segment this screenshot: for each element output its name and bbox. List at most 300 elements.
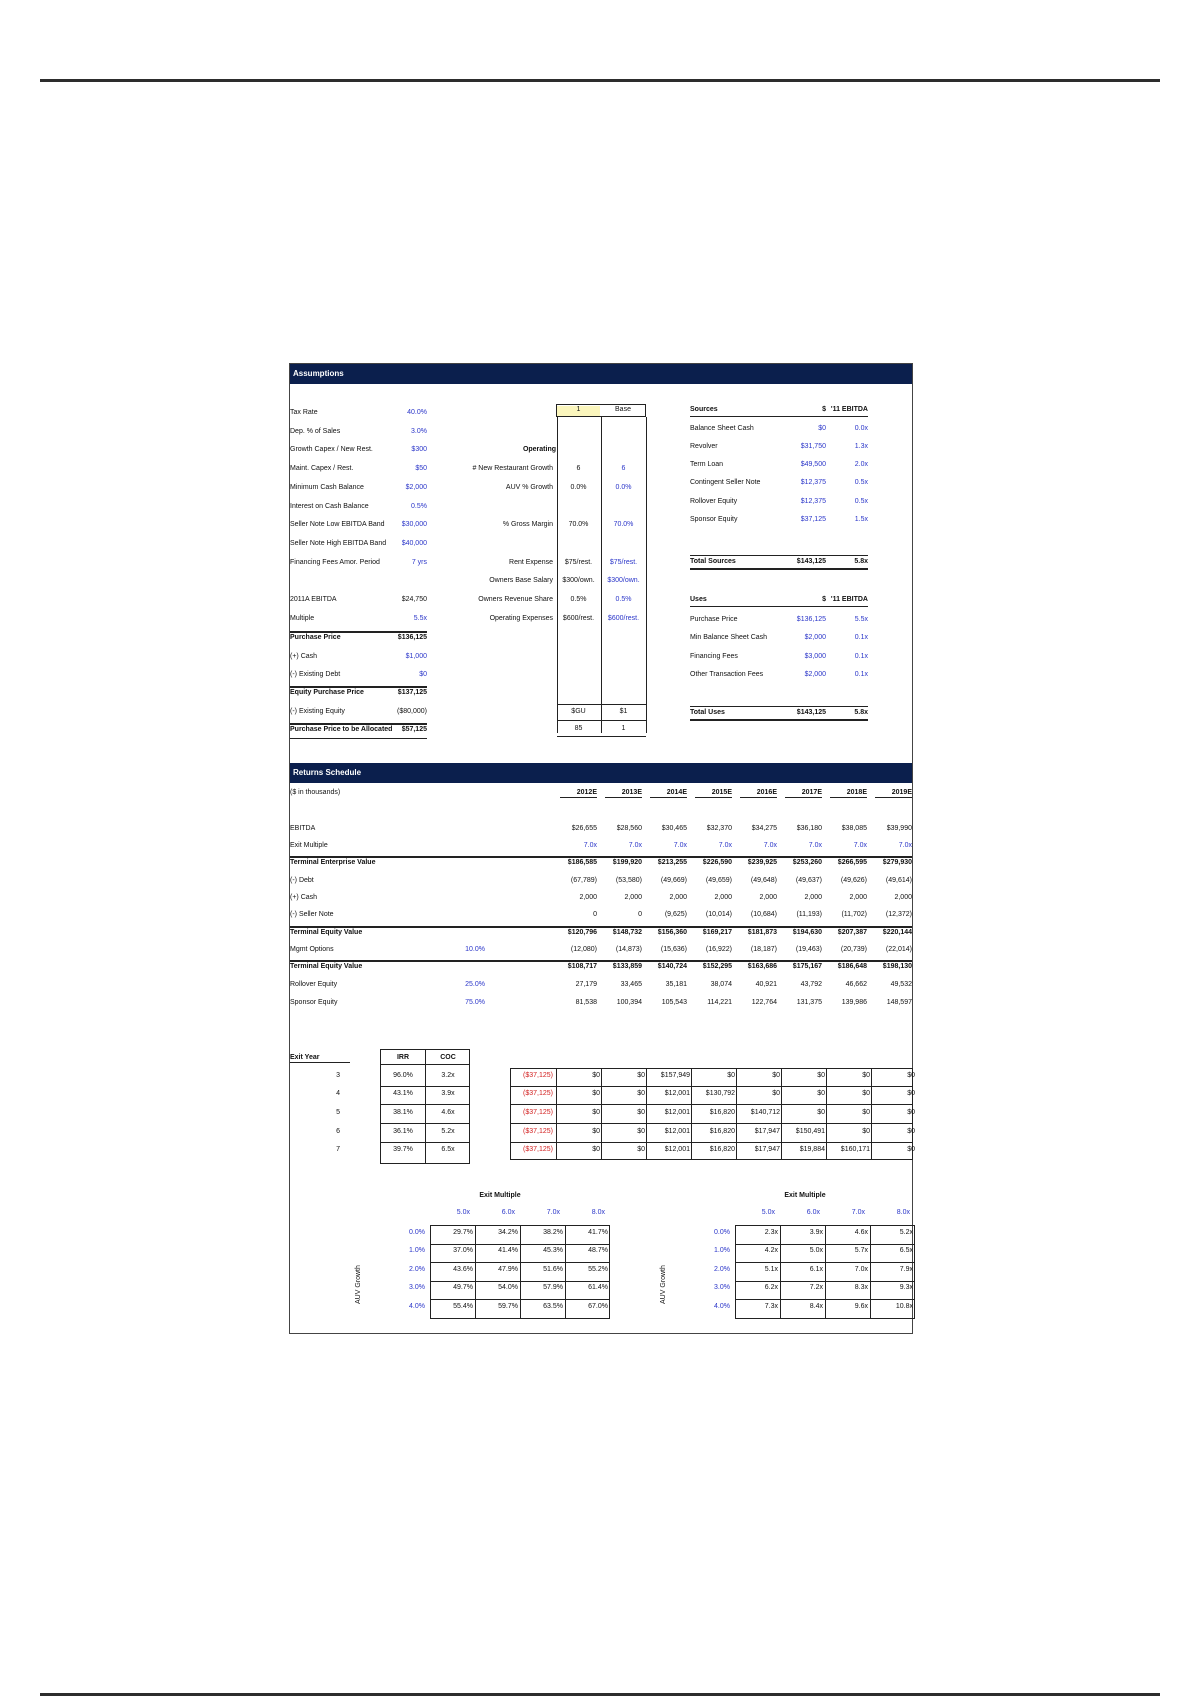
sources-total-multiple: 5.8x [854,558,868,565]
returns-value: (49,648) [750,877,777,884]
divider [646,417,647,733]
divider [430,1299,610,1300]
returns-value: $38,085 [841,825,867,832]
year-header: 2019E [875,789,912,798]
divider [380,1104,470,1105]
returns-value: $266,595 [837,859,867,866]
divider [690,568,868,570]
returns-pct: 25.0% [465,981,485,988]
returns-value: $175,167 [792,963,822,970]
assumption-label: Multiple [290,615,315,622]
returns-value: $239,925 [747,859,777,866]
returns-value: (9,625) [664,911,687,918]
irr-sensitivity-value: 41.7% [588,1229,608,1236]
coc-sensitivity-value: 7.0x [854,1266,868,1273]
returns-value: $181,873 [747,929,777,936]
uses-label: Other Transaction Fees [690,671,764,678]
irr-sensitivity-title: Exit Multiple [479,1192,521,1199]
returns-value: 2,000 [669,894,687,901]
sources-multiple: 1.3x [854,443,868,450]
divider [290,856,912,858]
returns-value: 2,000 [714,894,732,901]
operating-value: 70.0% [568,521,589,528]
cashflow-value: $0 [637,1146,645,1153]
sources-label: Rollover Equity [690,498,738,505]
cashflow-value: $12,001 [664,1146,690,1153]
returns-value: $32,370 [706,825,732,832]
returns-value: $226,590 [702,859,732,866]
divider [380,1086,470,1087]
divider [510,1123,913,1124]
operating-title: Operating [522,446,556,453]
returns-value: (11,702) [841,911,867,918]
returns-value: (15,636) [660,946,687,953]
returns-value: (49,626) [840,877,867,884]
returns-value: 105,543 [661,999,687,1006]
irr-header: IRR [396,1054,410,1061]
irr-sensitivity-row-header: 3.0% [409,1284,425,1291]
returns-value: 7.0x [583,842,597,849]
cashflow-value: $0 [637,1090,645,1097]
returns-value: 7.0x [763,842,777,849]
returns-row-label: Sponsor Equity [290,999,338,1006]
cashflow-value: $0 [772,1090,780,1097]
cashflow-value: $140,712 [750,1109,780,1116]
irr-value: 96.0% [393,1072,413,1079]
returns-value: 100,394 [616,999,642,1006]
sources-value: $49,500 [800,461,826,468]
returns-value: 114,221 [707,999,732,1006]
returns-value: (49,637) [795,877,822,884]
uses-label: Min Balance Sheet Cash [690,634,768,641]
coc-sensitivity-row-header: 1.0% [714,1247,730,1254]
returns-value: 2,000 [804,894,822,901]
cashflow-value: $157,949 [660,1072,690,1079]
returns-row-label: EBITDA [290,825,316,832]
cashflow-value: $12,001 [664,1090,690,1097]
coc-value: 3.9x [441,1090,455,1097]
sources-value: $31,750 [800,443,826,450]
cashflow-value: ($37,125) [523,1072,553,1079]
irr-value: 43.1% [393,1090,413,1097]
irr-sensitivity-row-header: 0.0% [409,1229,425,1236]
coc-sensitivity-value: 10.8x [895,1303,913,1310]
divider [430,1244,610,1245]
returns-value: (49,659) [705,877,732,884]
divider [430,1281,610,1282]
exit-year: 3 [336,1072,340,1079]
coc-sensitivity-value: 6.2x [764,1284,778,1291]
top-rule [40,79,1160,82]
cashflow-value: $0 [907,1072,915,1079]
coc-sensitivity-row-header: 0.0% [714,1229,730,1236]
divider [735,1262,915,1263]
assumption-label: Growth Capex / New Rest. [290,446,373,453]
returns-value: $30,465 [661,825,687,832]
returns-value: (12,372) [885,911,912,918]
returns-value: 122,764 [751,999,777,1006]
assumption-value: $40,000 [401,540,427,547]
sources-value: $37,125 [800,516,826,523]
assumption-value: $300 [411,446,427,453]
divider [735,1244,915,1245]
operating-value: 6 [576,465,581,472]
cashflow-value: $0 [592,1072,600,1079]
assumption-label: Minimum Cash Balance [290,484,364,491]
returns-value: $133,859 [612,963,642,970]
returns-value: (10,684) [750,911,777,918]
returns-value: (19,463) [795,946,822,953]
sources-col: $ [822,406,826,413]
coc-header: COC [440,1054,456,1061]
case-value: 1 [557,406,600,416]
sources-multiple: 2.0x [854,461,868,468]
assumption-label: Maint. Capex / Rest. [290,465,354,472]
uses-multiple: 5.5x [854,616,868,623]
operating-label: Rent Expense [509,559,553,566]
irr-sensitivity-col-header: 8.0x [591,1209,605,1216]
cashflow-value: ($37,125) [523,1146,553,1153]
uses-title: Uses [690,596,707,603]
divider [691,1068,692,1160]
irr-sensitivity-value: 54.0% [498,1284,518,1291]
returns-value: $186,585 [567,859,597,866]
coc-sensitivity-col-header: 6.0x [806,1209,820,1216]
cashflow-value: $130,792 [705,1090,735,1097]
returns-value: $253,260 [792,859,822,866]
divider [557,736,646,737]
operating-footer: $GU [571,708,586,715]
returns-value: $194,630 [792,929,822,936]
irr-sensitivity-value: 51.6% [543,1266,563,1273]
divider [781,1068,782,1160]
irr-sensitivity-row-header: 2.0% [409,1266,425,1273]
returns-value: 0 [593,911,597,918]
irr-sensitivity-value: 45.3% [543,1247,563,1254]
returns-row-label: (-) Debt [290,877,314,884]
divider [826,1068,827,1160]
returns-value: (14,873) [615,946,642,953]
cashflow-value: $0 [592,1109,600,1116]
sources-value: $12,375 [800,498,826,505]
returns-value: 49,532 [890,981,912,988]
assumption-value: $1,000 [405,653,427,660]
uses-total-multiple: 5.8x [854,709,868,716]
irr-sensitivity-value: 34.2% [498,1229,518,1236]
operating-value: 0.5% [615,596,632,603]
coc-sensitivity-value: 7.3x [764,1303,778,1310]
irr-sensitivity-side-label: AUV Growth [355,1265,362,1304]
returns-value: $220,144 [882,929,912,936]
operating-label: Owners Revenue Share [478,596,553,603]
exit-year: 6 [336,1128,340,1135]
returns-value: 2,000 [894,894,912,901]
returns-value: 7.0x [898,842,912,849]
divider [690,416,868,417]
irr-sensitivity-value: 43.6% [453,1266,473,1273]
sources-multiple: 0.0x [854,425,868,432]
coc-value: 5.2x [441,1128,455,1135]
operating-value: 70.0% [613,521,634,528]
irr-sensitivity-row-header: 4.0% [409,1303,425,1310]
assumption-label: Dep. % of Sales [290,428,341,435]
irr-sensitivity-value: 49.7% [453,1284,473,1291]
coc-sensitivity-value: 9.3x [899,1284,913,1291]
cashflow-value: $0 [817,1072,825,1079]
returns-value: 33,465 [620,981,642,988]
year-header: 2017E [785,789,822,798]
uses-multiple: 0.1x [854,634,868,641]
divider [601,1068,602,1160]
cashflow-value: $17,947 [754,1146,780,1153]
returns-value: $26,655 [571,825,597,832]
coc-sensitivity-value: 8.4x [809,1303,823,1310]
divider [380,1064,470,1065]
returns-value: 7.0x [853,842,867,849]
cashflow-value: $0 [862,1128,870,1135]
uses-total-label: Total Uses [690,709,725,716]
cashflow-value: $0 [862,1109,870,1116]
divider [735,1299,915,1300]
returns-value: 38,074 [710,981,732,988]
sources-title: Sources [690,406,718,413]
coc-sensitivity-value: 5.0x [809,1247,823,1254]
coc-sensitivity-value: 6.1x [809,1266,823,1273]
returns-value: 40,921 [755,981,777,988]
operating-value: $300/own. [562,577,595,584]
irr-sensitivity-value: 47.9% [498,1266,518,1273]
operating-label: AUV % Growth [505,484,553,491]
returns-value: $34,275 [751,825,777,832]
divider [425,1049,426,1164]
returns-value: $198,130 [882,963,912,970]
assumption-label: Seller Note Low EBITDA Band [290,521,385,528]
assumption-label: Interest on Cash Balance [290,503,369,510]
operating-value: 0.5% [570,596,587,603]
coc-value: 6.5x [441,1146,455,1153]
returns-value: 131,375 [796,999,822,1006]
returns-value: 148,597 [886,999,912,1006]
cashflow-value: $0 [592,1090,600,1097]
assumption-label: Tax Rate [290,409,318,416]
assumption-value: $2,000 [405,484,427,491]
divider [735,1281,915,1282]
returns-value: (22,014) [885,946,912,953]
returns-value: $39,990 [886,825,912,832]
coc-sensitivity-value: 4.6x [854,1229,868,1236]
returns-header: Returns Schedule [290,763,912,783]
divider [557,704,646,705]
cashflow-value: $0 [862,1090,870,1097]
sources-label: Term Loan [690,461,724,468]
assumption-label: Equity Purchase Price [290,689,364,696]
divider [556,1068,557,1160]
assumption-label: Financing Fees Amor. Period [290,559,380,566]
uses-col: '11 EBITDA [830,596,868,603]
irr-sensitivity-value: 63.5% [543,1303,563,1310]
cashflow-value: ($37,125) [523,1109,553,1116]
coc-value: 4.6x [441,1109,455,1116]
sources-label: Contingent Seller Note [690,479,761,486]
divider [290,686,427,688]
coc-sensitivity-title: Exit Multiple [784,1192,826,1199]
cashflow-value: $12,001 [664,1128,690,1135]
divider [690,719,868,721]
returns-value: (16,922) [705,946,732,953]
returns-row-label: Exit Multiple [290,842,328,849]
coc-sensitivity-value: 9.6x [854,1303,868,1310]
returns-row-label: (+) Cash [290,894,318,901]
operating-label: Owners Base Salary [489,577,553,584]
cashflow-value: $19,884 [799,1146,825,1153]
year-header: 2014E [650,789,687,798]
year-header: 2012E [560,789,597,798]
year-header: 2015E [695,789,732,798]
uses-total-value: $143,125 [796,709,826,716]
coc-sensitivity-value: 5.7x [854,1247,868,1254]
coc-sensitivity-value: 5.1x [764,1266,778,1273]
coc-sensitivity-value: 5.2x [899,1229,913,1236]
divider [557,720,646,721]
returns-value: (11,193) [796,911,822,918]
irr-value: 36.1% [393,1128,413,1135]
returns-value: $36,180 [796,825,822,832]
irr-value: 39.7% [393,1146,413,1153]
divider [380,1142,470,1143]
divider [380,1123,470,1124]
case-label: Base [615,406,631,413]
coc-sensitivity-value: 6.5x [899,1247,913,1254]
irr-sensitivity-value: 38.2% [543,1229,563,1236]
sources-label: Revolver [690,443,718,450]
irr-sensitivity-value: 61.4% [588,1284,608,1291]
returns-pct: 10.0% [465,946,485,953]
sources-multiple: 0.5x [854,498,868,505]
assumption-value: $137,125 [397,689,427,696]
assumption-label: Purchase Price to be Allocated [290,726,393,733]
cashflow-value: $150,491 [795,1128,825,1135]
returns-value: (12,080) [570,946,597,953]
irr-sensitivity-value: 59.7% [498,1303,518,1310]
year-header: 2018E [830,789,867,798]
uses-multiple: 0.1x [854,671,868,678]
coc-sensitivity-value: 3.9x [809,1229,823,1236]
cashflow-value: $12,001 [664,1109,690,1116]
returns-value: 139,986 [841,999,867,1006]
returns-value: (49,669) [660,877,687,884]
returns-value: 35,181 [665,981,687,988]
returns-value: $148,732 [612,929,642,936]
divider [290,738,427,739]
spreadsheet-image [289,363,913,1334]
returns-value: 2,000 [624,894,642,901]
divider [690,606,868,607]
cashflow-value: $0 [592,1128,600,1135]
sources-multiple: 0.5x [854,479,868,486]
uses-value: $2,000 [804,634,826,641]
year-header: 2016E [740,789,777,798]
divider [690,555,868,556]
returns-row-label: Mgmt Options [290,946,334,953]
operating-value: 0.0% [570,484,587,491]
divider [290,926,912,928]
irr-value: 38.1% [393,1109,413,1116]
coc-sensitivity-side-label: AUV Growth [660,1265,667,1304]
assumption-value: $24,750 [401,596,427,603]
assumptions-header: Assumptions [290,364,912,384]
exit-year-label: Exit Year [290,1054,350,1063]
coc-sensitivity-row-header: 4.0% [714,1303,730,1310]
divider [690,706,868,707]
returns-value: 0 [638,911,642,918]
uses-label: Financing Fees [690,653,738,660]
cashflow-value: $0 [592,1146,600,1153]
sources-col: '11 EBITDA [830,406,868,413]
irr-sensitivity-value: 29.7% [453,1229,473,1236]
sources-value: $0 [818,425,826,432]
operating-footer: 1 [621,725,626,732]
coc-sensitivity-value: 2.3x [764,1229,778,1236]
returns-pct: 75.0% [465,999,485,1006]
irr-sensitivity-value: 48.7% [588,1247,608,1254]
irr-sensitivity-col-header: 5.0x [456,1209,470,1216]
operating-value: $300/own. [607,577,640,584]
exit-year: 5 [336,1109,340,1116]
returns-value: 7.0x [628,842,642,849]
returns-value: 2,000 [759,894,777,901]
operating-footer: 85 [574,725,583,732]
returns-value: (20,739) [840,946,867,953]
sources-label: Balance Sheet Cash [690,425,754,432]
cashflow-value: $0 [637,1109,645,1116]
cashflow-value: $16,820 [709,1128,735,1135]
uses-label: Purchase Price [690,616,738,623]
divider [510,1086,913,1087]
coc-sensitivity-col-header: 8.0x [896,1209,910,1216]
assumption-label: (-) Existing Debt [290,671,341,678]
cashflow-value: $0 [907,1090,915,1097]
assumption-label: 2011A EBITDA [290,596,337,603]
operating-value: $75/rest. [609,559,638,566]
cashflow-value: $0 [907,1146,915,1153]
returns-value: $28,560 [616,825,642,832]
cashflow-value: $0 [907,1128,915,1135]
coc-sensitivity-value: 7.9x [899,1266,913,1273]
divider [430,1262,610,1263]
assumption-value: $30,000 [401,521,427,528]
cashflow-value: $160,171 [840,1146,870,1153]
returns-value: $279,930 [882,859,912,866]
coc-sensitivity-value: 8.3x [854,1284,868,1291]
returns-value: 7.0x [718,842,732,849]
cashflow-value: $16,820 [709,1146,735,1153]
divider [646,1068,647,1160]
returns-row-label: (-) Seller Note [290,911,334,918]
returns-value: $108,717 [567,963,597,970]
units-label: ($ in thousands) [290,789,341,796]
returns-value: (10,014) [705,911,732,918]
assumption-value: 5.5x [413,615,427,622]
irr-sensitivity-col-header: 7.0x [546,1209,560,1216]
cashflow-value: $0 [817,1109,825,1116]
irr-sensitivity-value: 67.0% [588,1303,608,1310]
operating-footer: $1 [619,708,628,715]
returns-value: 7.0x [808,842,822,849]
sources-total-label: Total Sources [690,558,736,565]
operating-label: % Gross Margin [502,521,553,528]
divider [510,1104,913,1105]
operating-value: 0.0% [615,484,632,491]
